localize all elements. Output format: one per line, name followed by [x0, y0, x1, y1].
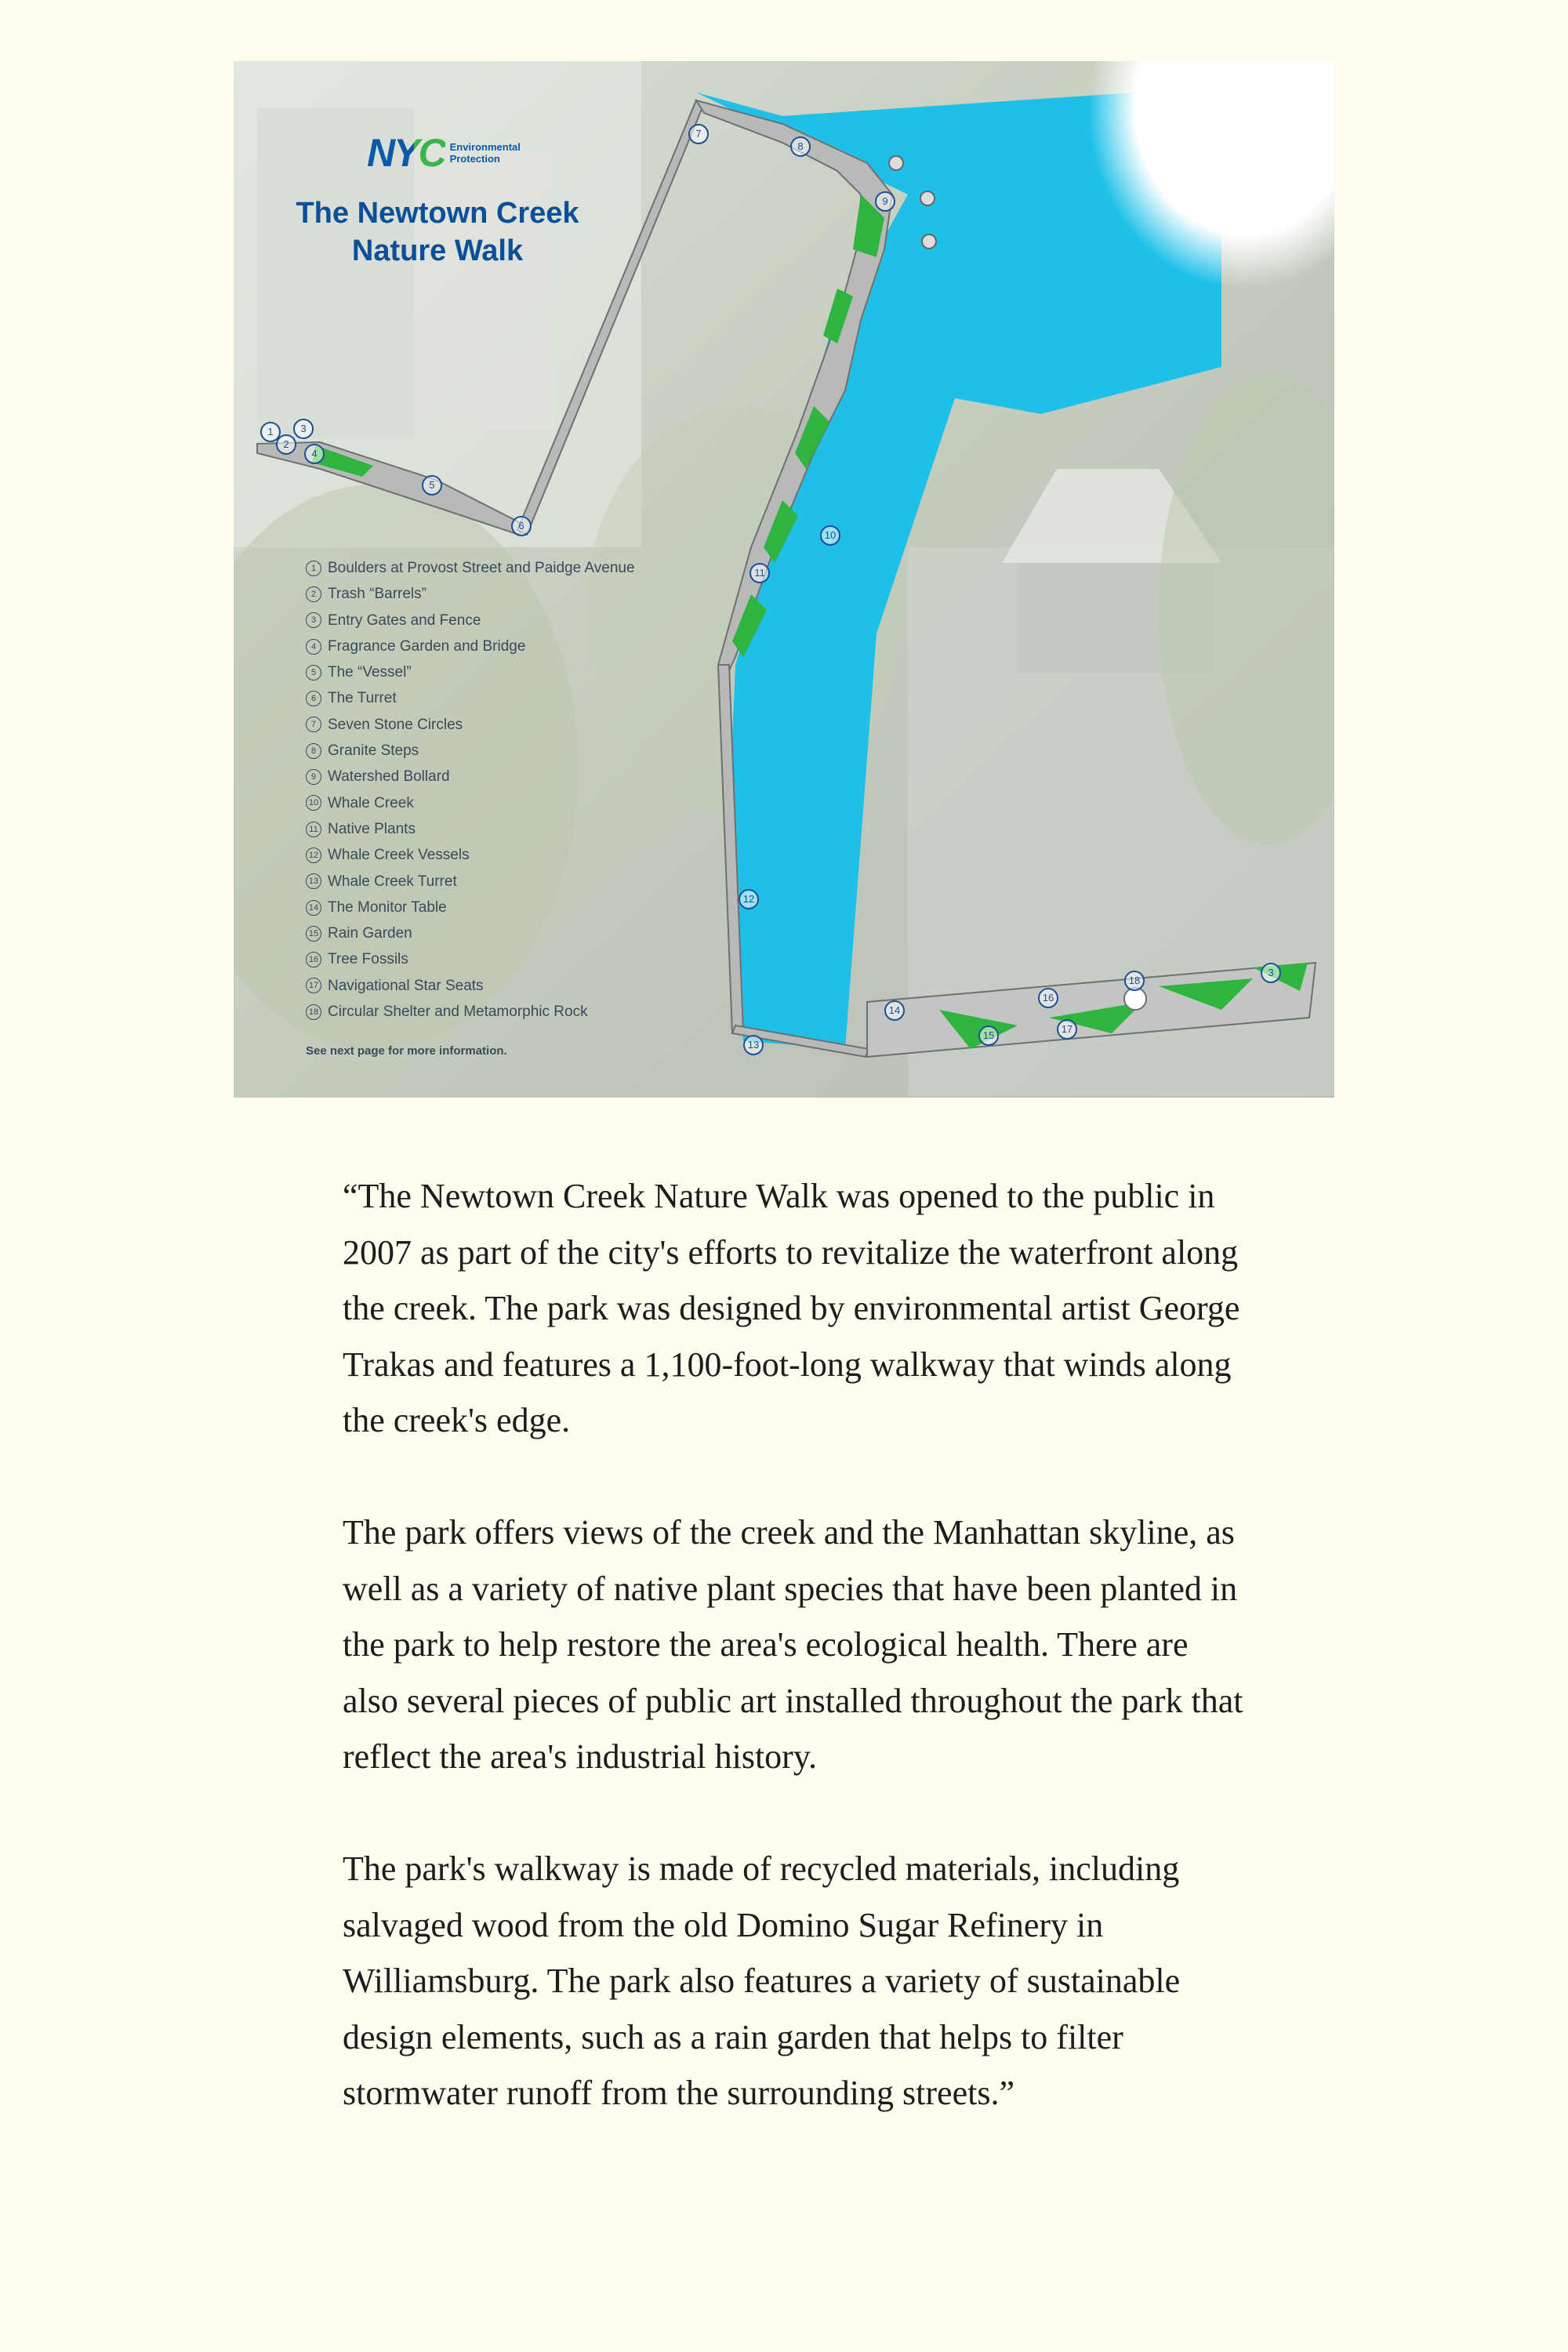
- legend-label: Entry Gates and Fence: [328, 612, 481, 629]
- legend-item: [306, 973, 713, 999]
- legend-number: 18: [306, 1004, 321, 1020]
- legend-item: [306, 659, 713, 685]
- legend-number: 17: [306, 978, 321, 993]
- map-marker: 6: [511, 516, 532, 536]
- map-title: [281, 194, 594, 270]
- map-marker: 11: [750, 563, 770, 583]
- legend-number: 10: [306, 795, 321, 811]
- legend-label: The Turret: [328, 690, 397, 707]
- quote-paragraph: The park's walkway is made of recycled materials, including salvaged wood from the old Domino Sugar Refinery in Williamsburg. The park also features a variety of sustainable design elements, such as a rain garden that helps to filter stormwater runoff from the surrounding streets.”: [343, 1849, 1181, 2112]
- legend-number: 11: [306, 822, 321, 837]
- legend-item: [306, 581, 713, 607]
- legend-item: [306, 790, 713, 816]
- legend-number: 16: [306, 952, 321, 967]
- legend-label: Boulders at Provost Street and Paidge Avenue: [328, 560, 635, 576]
- legend-item: [306, 764, 713, 789]
- legend-item: [306, 869, 713, 895]
- agency-name: Environmental Protection: [449, 141, 521, 165]
- nyc-logo-text: NYC: [367, 131, 445, 175]
- map-title-line1: The Newtown Creek: [296, 197, 579, 230]
- legend-label: Native Plants: [328, 820, 416, 837]
- legend-label: Trash “Barrels”: [328, 586, 426, 603]
- legend-number: 8: [306, 743, 321, 759]
- map-marker: 16: [1038, 988, 1058, 1008]
- map-marker: 5: [422, 475, 442, 495]
- legend-number: 15: [306, 926, 321, 942]
- legend-label: The “Vessel”: [328, 664, 412, 681]
- legend-label: Seven Stone Circles: [328, 716, 463, 733]
- map-marker: 10: [820, 525, 840, 546]
- legend-number: 13: [306, 873, 321, 889]
- legend-label: The Monitor Table: [328, 898, 447, 916]
- legend-label: Navigational Star Seats: [328, 977, 484, 994]
- legend-number: 4: [306, 639, 321, 655]
- legend-number: 12: [306, 848, 321, 863]
- map-marker: 9: [875, 191, 895, 212]
- legend-label: Whale Creek: [328, 794, 414, 811]
- legend-label: Watershed Bollard: [328, 768, 450, 786]
- legend-number: 1: [306, 561, 321, 576]
- map-marker: 17: [1057, 1019, 1077, 1040]
- legend-item: [306, 633, 713, 659]
- map-marker: 1: [260, 422, 281, 442]
- legend-item: [306, 920, 713, 946]
- legend-number: 5: [306, 665, 321, 681]
- map-marker: 14: [884, 1000, 905, 1021]
- legend-item: [306, 999, 713, 1025]
- map-marker: 4: [304, 444, 325, 464]
- map-marker: 15: [978, 1025, 999, 1046]
- map-marker: 13: [743, 1035, 764, 1055]
- legend-item: [306, 685, 713, 711]
- legend-label: Whale Creek Turret: [328, 873, 457, 890]
- legend-number: 14: [306, 900, 321, 916]
- map-marker: 18: [1124, 971, 1145, 991]
- nature-walk-map: [234, 61, 1334, 1098]
- legend-item: [306, 895, 713, 920]
- nyc-dep-logo: [367, 131, 536, 175]
- legend-number: 9: [306, 769, 321, 785]
- legend-item: [306, 608, 713, 633]
- map-marker: 3: [1261, 963, 1281, 983]
- map-marker: 12: [739, 889, 759, 909]
- legend-label: Circular Shelter and Metamorphic Rock: [328, 1004, 588, 1021]
- map-marker: 2: [276, 434, 296, 455]
- map-marker: 8: [790, 136, 811, 157]
- legend-label: Whale Creek Vessels: [328, 847, 470, 864]
- legend-item: [306, 555, 713, 581]
- legend-number: 7: [306, 717, 321, 732]
- legend-label: Fragrance Garden and Bridge: [328, 637, 526, 655]
- map-marker: 7: [688, 124, 709, 144]
- legend-item: [306, 712, 713, 738]
- quote-paragraph: The park offers views of the creek and the Manhattan skyline, as well as a variety of native plant species that have been planted in the park to help restore the area's ecological health. There are also several pieces of public art installed throughout the park that reflect the area's industrial history.: [343, 1513, 1243, 1776]
- legend-item: [306, 842, 713, 868]
- legend-number: 3: [306, 612, 321, 628]
- legend-item: [306, 738, 713, 764]
- legend-number: 2: [306, 586, 321, 602]
- map-marker: 3: [293, 419, 314, 439]
- legend-item: [306, 946, 713, 972]
- legend-label: Tree Fossils: [328, 951, 408, 968]
- map-title-line2: Nature Walk: [351, 234, 524, 267]
- map-footnote: See next page for more information.: [306, 1044, 507, 1058]
- legend-label: Rain Garden: [328, 925, 412, 942]
- legend-label: Granite Steps: [328, 742, 419, 760]
- description-quote: [343, 1168, 1244, 2177]
- legend-item: [306, 816, 713, 842]
- legend-number: 6: [306, 691, 321, 706]
- quote-paragraph: “The Newtown Creek Nature Walk was opened to the public in 2007 as part of the city's efforts to revitalize the waterfront along the creek. The park was designed by environmental artist George Trakas and features a 1,100-foot-long walkway that winds along the creek's edge.: [343, 1177, 1240, 1439]
- map-legend: [306, 555, 713, 1025]
